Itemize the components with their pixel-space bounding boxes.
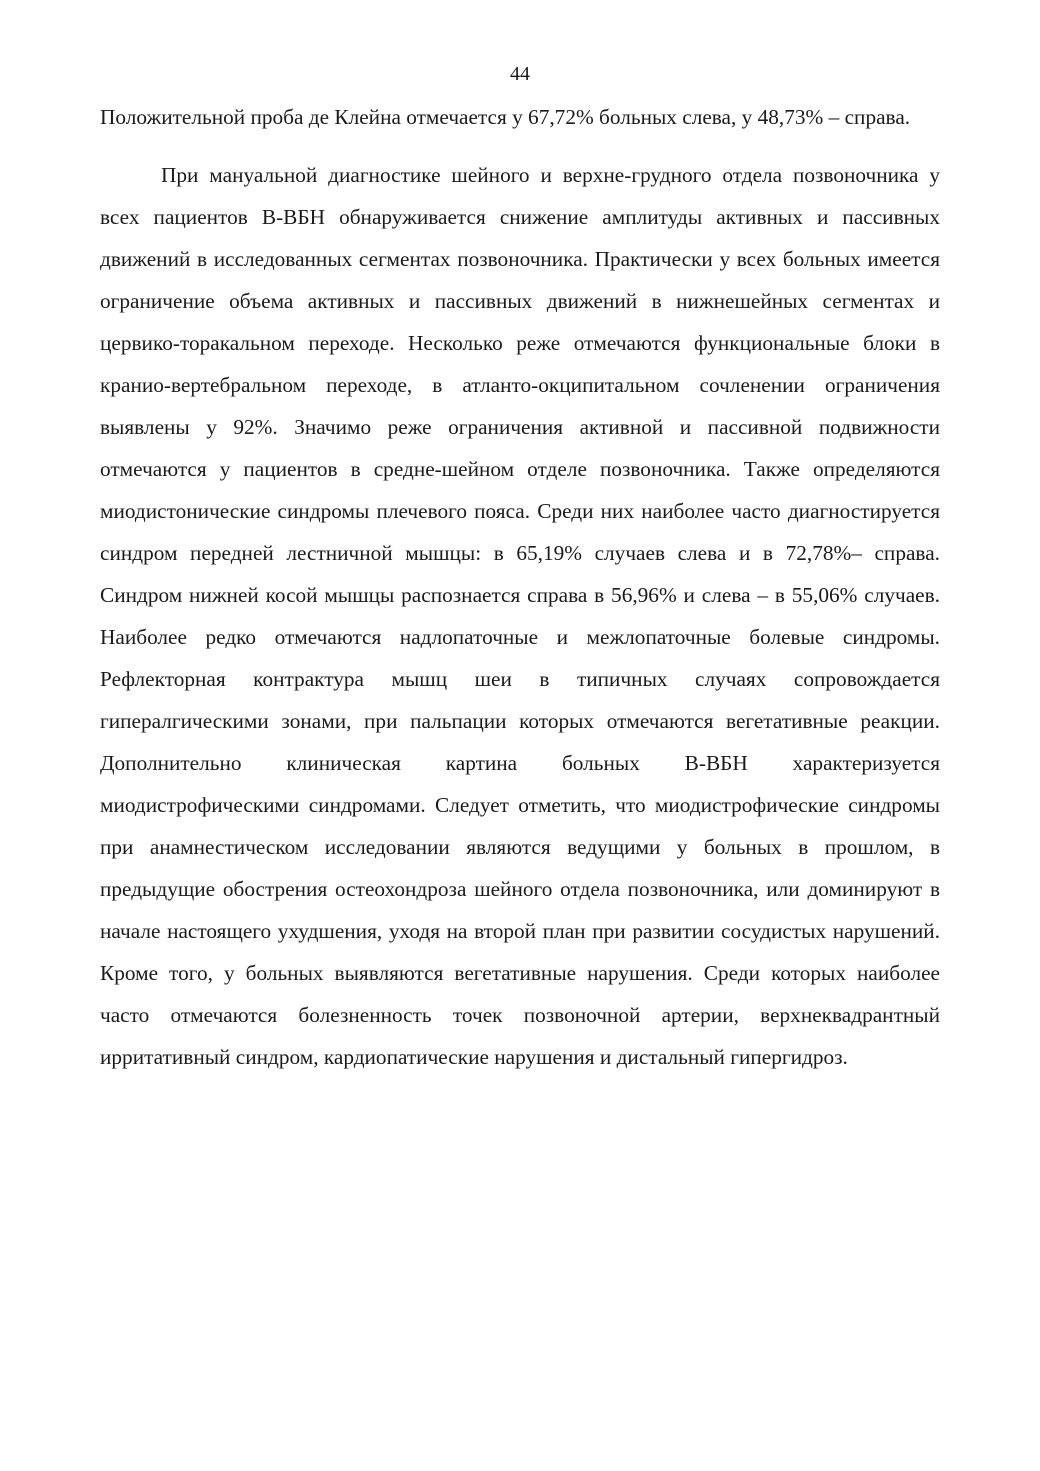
paragraph-manual-diagnostics: При мануальной диагностике шейного и верхне-грудного отдела позвоночника у всех пациентов В-ВБН обнаруживается снижение амплитуды активных и пассивных движений в исследованных сегментах позвоночника. Практически у всех больных имеется ограничение объема активных и пассивных движений в нижнешейных сегментах и цервико-торакальном переходе. Несколько реже отмечаются функциональные блоки в кранио-вертебральном переходе, в атланто-окципитальном сочленении ограничения выявлены у 92%. Значимо реже ограничения активной и пассивной подвижности отмечаются у пациентов в средне-шейном отделе позвоночника. Также определяются миодистонические синдромы плечевого пояса. Среди них наиболее часто диагностируется синдром передней лестничной мышцы: в 65,19% случаев слева и в 72,78%– справа. Синдром нижней косой мышцы распознается справа в 56,96% и слева – в 55,06% случаев. Наиболее редко отмечаются надлопаточные и межлопаточные болевые синдромы. Рефлекторная контрактура мышц шеи в типичных случаях сопровождается гипералгическими зонами, при пальпации которых отмечаются вегетативные реакции. Дополнительно клиническая картина больных В-ВБН характеризуется миодистрофическими синдромами. Следует отметить, что миодистрофические синдромы при анамнестическом исследовании являются ведущими у больных в прошлом, в предыдущие обострения остеохондроза шейного отдела позвоночника, или доминируют в начале настоящего ухудшения, уходя на второй план при развитии сосудистых нарушений. Кроме того, у больных выявляются вегетативные нарушения. Среди которых наиболее часто отмечаются болезненность точек позвоночной артерии, верхнеквадрантный ирритативный синдром, кардиопатические нарушения и дистальный гипергидроз. bbox=[100, 163, 940, 1069]
paragraph-de-klein-test: Положительной проба де Клейна отмечается у 67,72% больных слева, у 48,73% – справа. bbox=[100, 105, 911, 129]
body-text bbox=[100, 96, 940, 1078]
page-number: 44 bbox=[510, 63, 530, 85]
